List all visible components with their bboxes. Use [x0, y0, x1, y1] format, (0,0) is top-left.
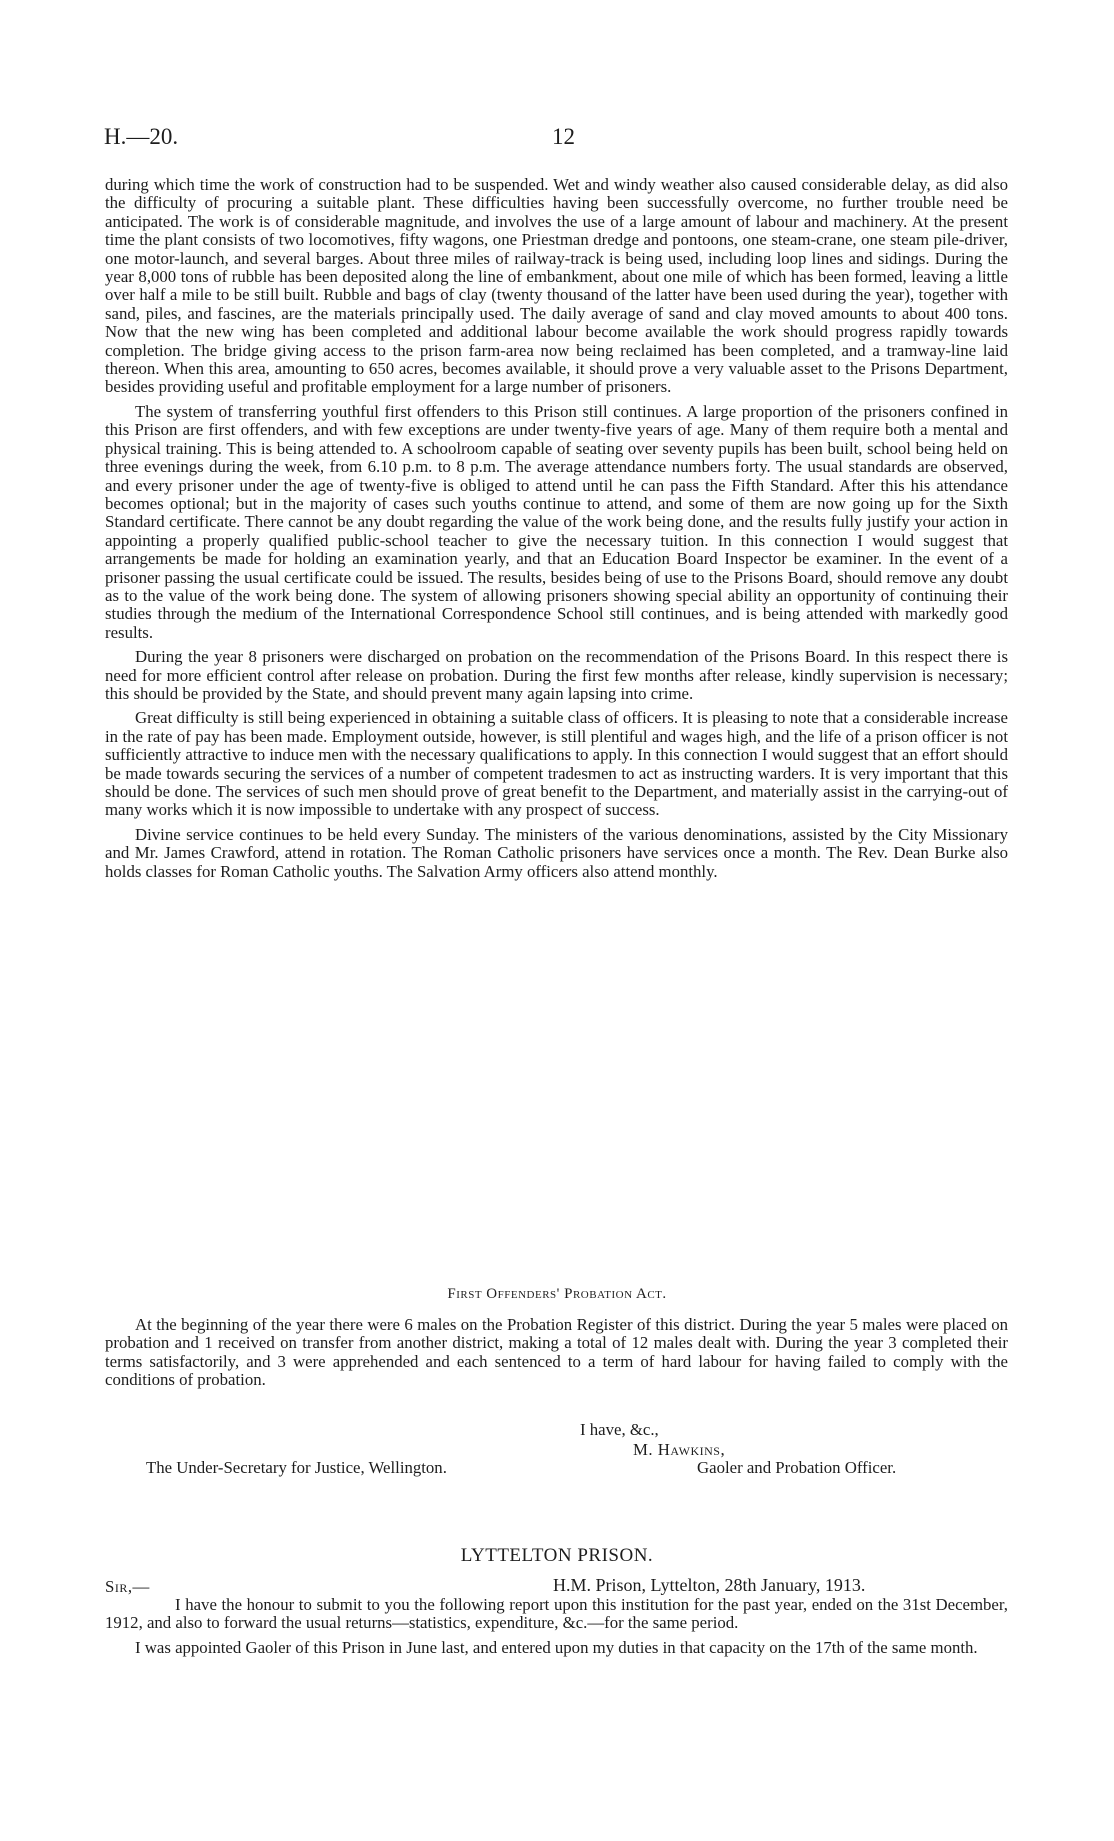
- paragraph-officers: Great difficulty is still being experienced in obtaining a suitable class of officers. It is pleasing to note that a considerable increase in the rate of pay has been made. Employment outside, however, is still plentiful and wages high, and the life of a prison officer is not sufficiently attractive to induce men with the necessary qualifications to apply. In this connection I would suggest that an effort should be made towards securing the services of a number of competent tradesmen to act as instructing warders. It is very important that this should be done. The services of such men should prove of great benefit to the Department, and materially assist in the carrying-out of many works which it is now impossible to undertake with any prospect of success.: [105, 708, 1008, 820]
- page-number: 12: [552, 124, 575, 149]
- lyttelton-report: [105, 1596, 1008, 1663]
- paragraph-construction: during which time the work of construction had to be suspended. Wet and windy weather also caused considerable delay, as did also the difficulty of procuring a suitable plant. These difficulties having been successfully overcome, no further trouble need be anticipated. The work is of considerable magnitude, and involves the use of a large amount of labour and machinery. At the present time the plant consists of two locomotives, fifty wagons, one Priestman dredge and pontoons, one steam-crane, one steam pile-driver, one motor-launch, and several barges. About three miles of railway-track is being used, including loop lines and sidings. During the year 8,000 tons of rubble has been deposited along the line of embankment, about one mile of which has been formed, leaving a little over half a mile to be still built. Rubble and bags of clay (twenty thousand of the latter have been used during the year), together with sand, piles, and fascines, are the materials principally used. The daily average of sand and clay moved amounts to about 400 tons. Now that the new wing has been completed and additional labour become available the work should progress rapidly towards completion. The bridge giving access to the prison farm-area now being reclaimed has been completed, and a tramway-line laid thereon. When this area, amounting to 650 acres, becomes available, it should prove a very valuable asset to the Prisons Department, besides providing useful and profitable employment for a large number of prisoners.: [105, 175, 1008, 397]
- section-heading-first-offenders: First Offenders' Probation Act.: [447, 1286, 667, 1302]
- report-body: [105, 176, 1008, 887]
- dateline: H.M. Prison, Lyttelton, 28th January, 1913.: [553, 1575, 866, 1595]
- signature-name: M. Hawkins,: [633, 1440, 726, 1459]
- section-heading-lyttelton: LYTTELTON PRISON.: [460, 1545, 654, 1566]
- signature-addressee: The Under-Secretary for Justice, Wellington.: [146, 1458, 447, 1477]
- signature-title: Gaoler and Probation Officer.: [697, 1458, 897, 1477]
- paragraph-probation-discharge: During the year 8 prisoners were discharged on probation on the recommendation of the Prisons Board. In this respect there is need for more efficient control after release on probation. During the first few months after release, kindly supervision is necessary; this should be provided by the State, and should prevent many again lapsing into crime.: [105, 647, 1008, 703]
- paragraph-divine-service: Divine service continues to be held every Sunday. The ministers of the various denominations, assisted by the City Missionary and Mr. James Crawford, attend in rotation. The Roman Catholic prisoners have services once a month. The Rev. Dean Burke also holds classes for Roman Catholic youths. The Salvation Army officers also attend monthly.: [105, 824, 1008, 881]
- paragraph-first-offenders: At the beginning of the year there were 6 males on the Probation Register of this district. During the year 5 males were placed on probation and 1 received on transfer from another district, making a total of 12 males dealt with. During the year 3 completed their terms satisfactorily, and 3 were apprehended and each sentenced to a term of hard labour for having failed to comply with the conditions of probation.: [105, 1315, 1008, 1390]
- salutation: Sir,—: [105, 1577, 150, 1596]
- document-reference: H.—20.: [104, 124, 179, 149]
- paragraph-first-offenders-system: The system of transferring youthful first offenders to this Prison still continues. A large proportion of the prisoners confined in this Prison are first offenders, and with few exceptions are under twenty-five years of age. Many of them require both a mental and physical training. This is being attended to. A schoolroom capable of seating over seventy pupils has been built, school being held on three evenings during the week, from 6.10 p.m. to 8 p.m. The average attendance numbers forty. The usual standards are observed, and every prisoner under the age of twenty-five is obliged to attend until he can pass the Fifth Standard. After this his attendance becomes optional; but in the majority of cases such youths continue to attend, and some of them are now going up for the Sixth Standard certificate. There cannot be any doubt regarding the value of the work being done, and the results fully justify your action in appointing a properly qualified public-school teacher to give the necessary tuition. In this connection I would suggest that arrangements be made for holding an examination yearly, and that an Education Board Inspector be examiner. In the event of a prisoner passing the usual certificate could be issued. The results, besides being of use to the Prisons Board, should remove any doubt as to the value of the work being done. The system of allowing prisoners showing special ability an opportunity of continuing their studies through the medium of the International Correspondence School still continues, and is being attended with markedly good results.: [105, 401, 1008, 642]
- paragraph-lyttelton-intro: I have the honour to submit to you the following report upon this institution for the past year, ended on the 31st December, 1912, and also to forward the usual returns—statistics, expenditure, &c.—for the same period.: [105, 1595, 1008, 1633]
- first-offenders-section: [105, 1316, 1008, 1390]
- signature-closing: I have, &c.,: [580, 1420, 659, 1439]
- paragraph-lyttelton-appointment: I was appointed Gaoler of this Prison in June last, and entered upon my duties in that capacity on the 17th of the same month.: [135, 1637, 978, 1657]
